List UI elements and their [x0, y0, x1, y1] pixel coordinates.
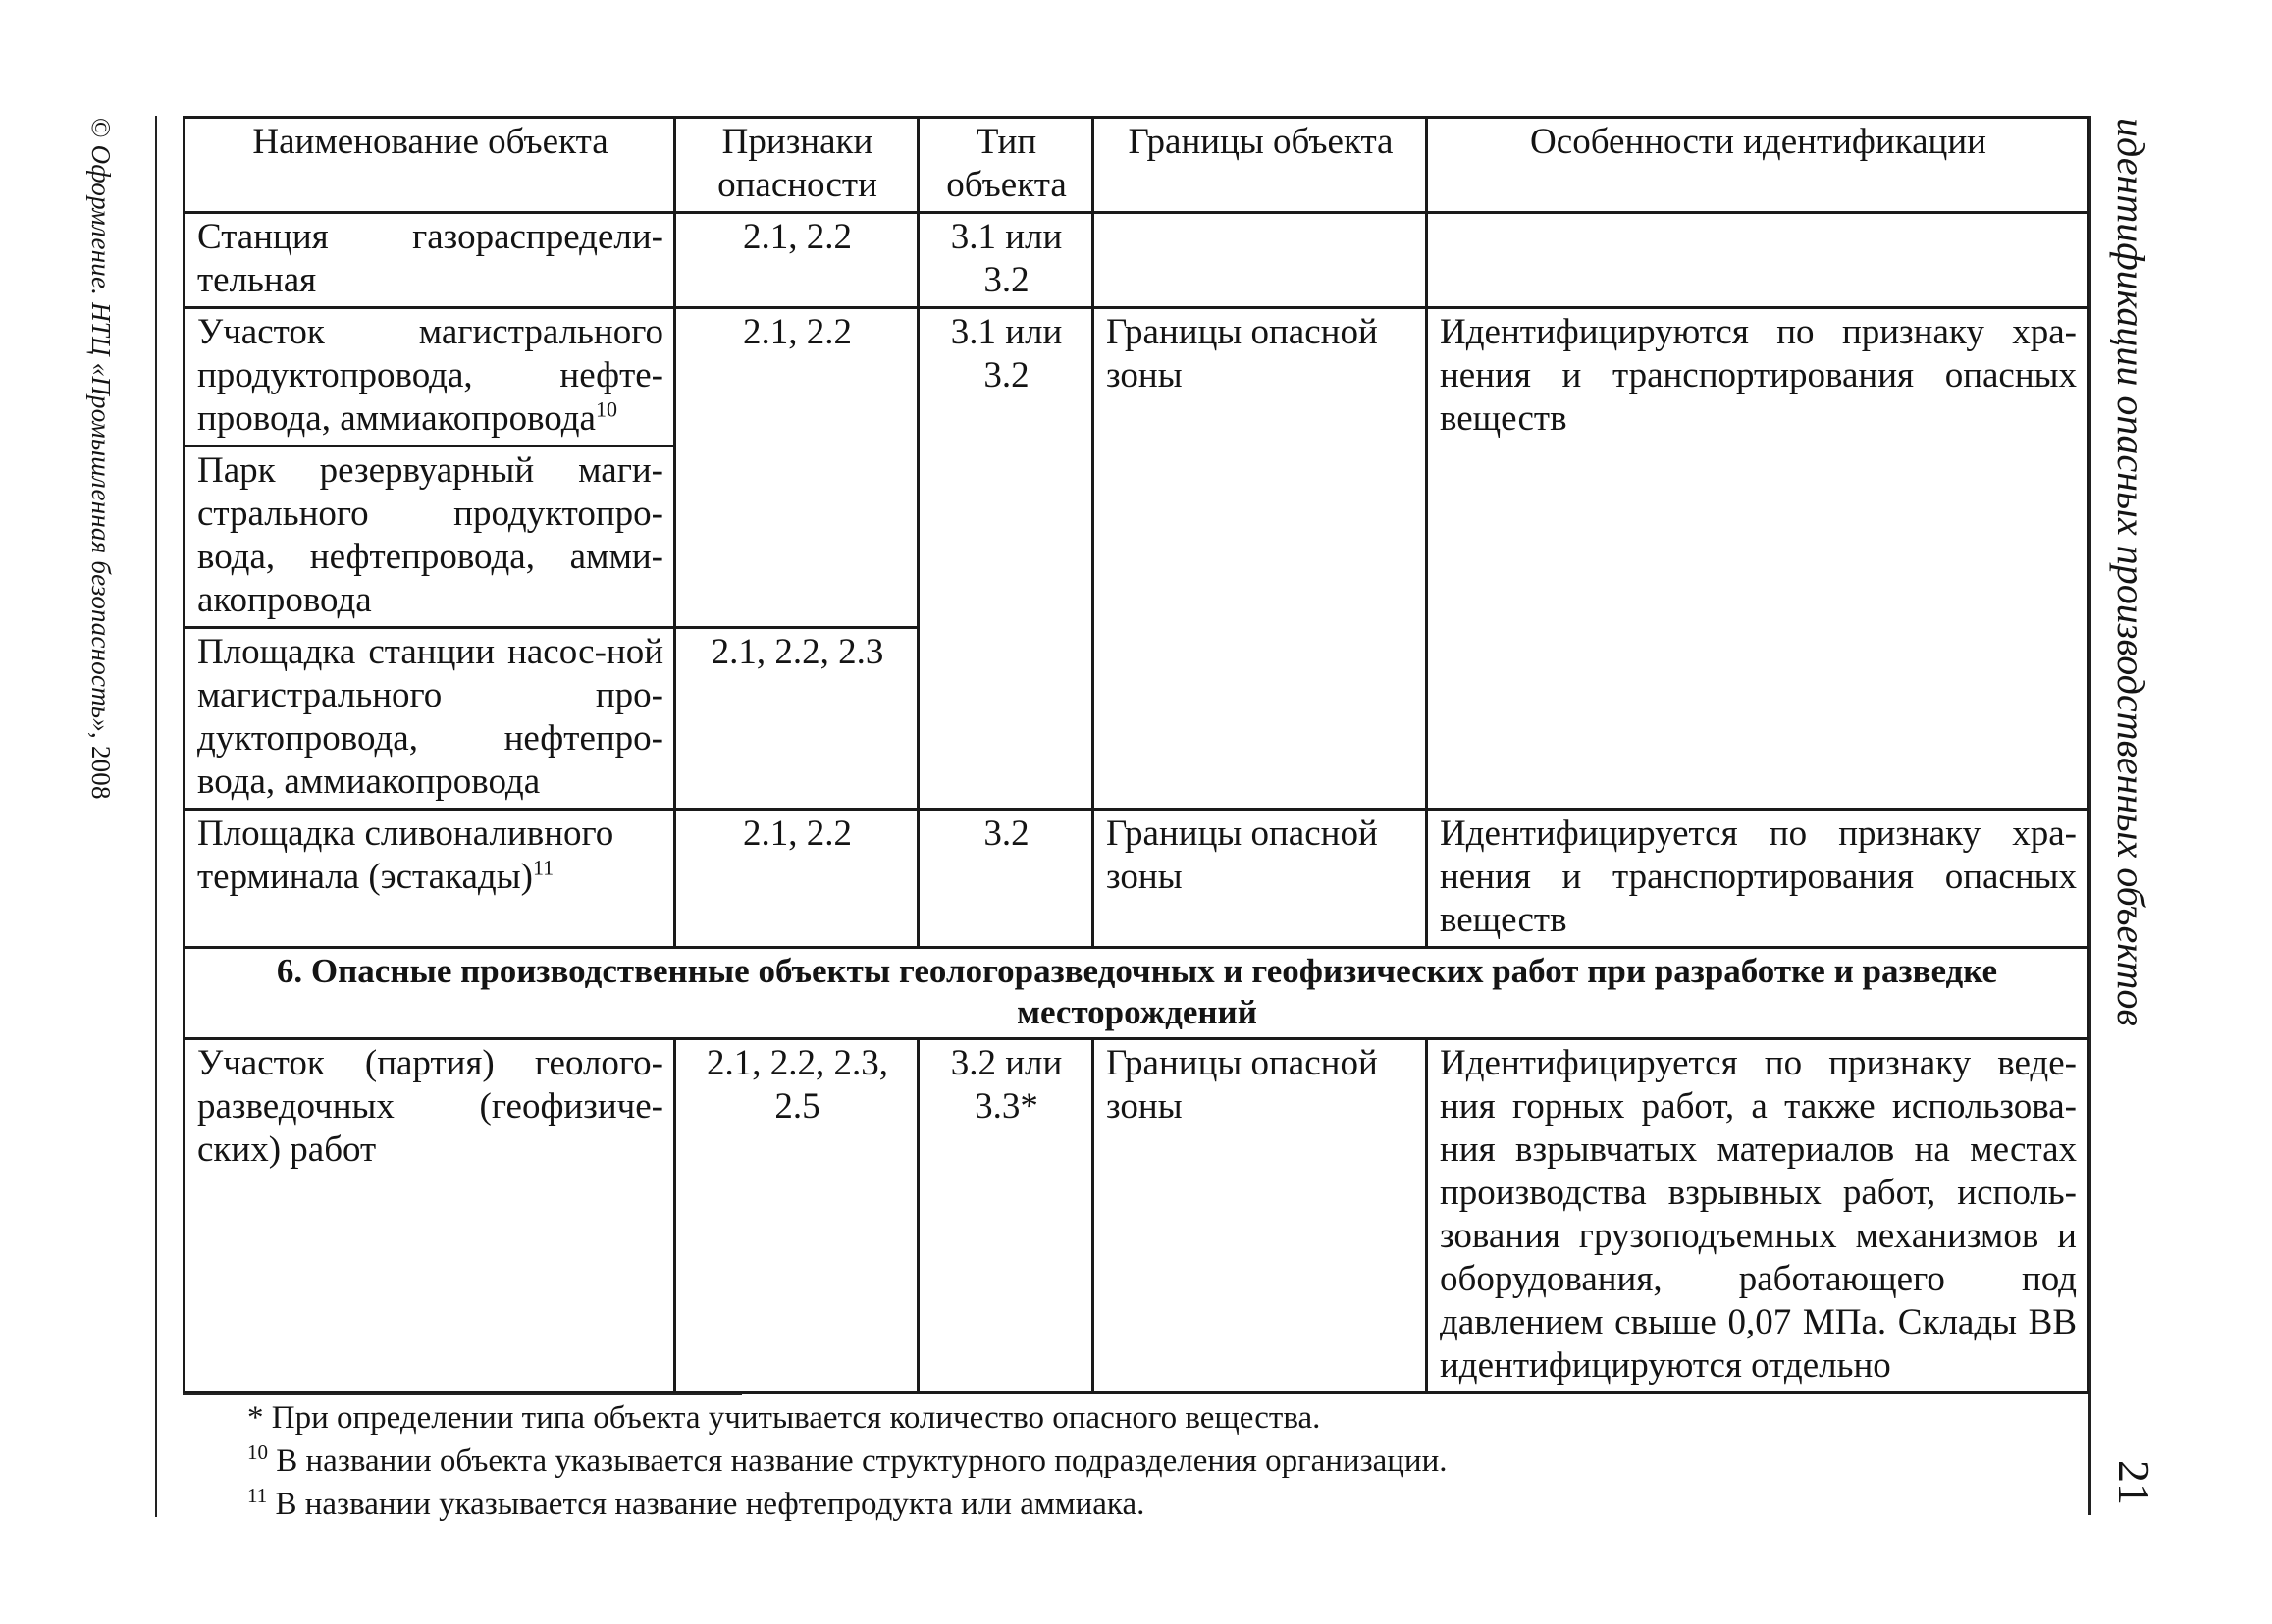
cell-boundaries [1093, 213, 1427, 308]
cell-hazard-signs: 2.1, 2.2 [675, 213, 919, 308]
object-name-text: Площадка сливоналивного терминала (эстакады) [197, 813, 614, 897]
cell-hazard-signs: 2.1, 2.2, 2.3, 2.5 [675, 1039, 919, 1393]
header-identification-features: Особенности идентификации [1427, 118, 2088, 213]
header-object-name: Наименование объекта [185, 118, 675, 213]
running-head: идентификации опасных производственных объектов [2109, 118, 2153, 1026]
footnote-mark: 11 [247, 1484, 268, 1507]
left-margin-rule [155, 116, 157, 1517]
cell-boundaries: Границы опасной зоны [1093, 308, 1427, 810]
cell-object-name: Парк резервуарный маги-стрального продуктопро-вода, нефтепровода, амми-акопровода [185, 446, 675, 628]
header-object-boundaries: Границы объекта [1093, 118, 1427, 213]
footnote-text: При определении типа объекта учитывается количество опасного вещества. [271, 1400, 1321, 1436]
table-row [185, 810, 2088, 948]
header-hazard-signs: Признаки опасности [675, 118, 919, 213]
footnote-text: В названии объекта указывается название структурного подразделения организации. [276, 1443, 1448, 1479]
footnote [247, 1483, 2014, 1526]
table-header-row [185, 118, 2088, 213]
cell-object-type: 3.2 [919, 810, 1093, 948]
footnote-ref: 11 [532, 855, 555, 880]
footnote-mark: 10 [247, 1441, 268, 1464]
footnote [247, 1396, 2014, 1440]
copyright-prefix: © [86, 118, 116, 145]
footnotes [247, 1396, 2014, 1526]
cell-features: Идентифицируются по признаку хра-нения и транспортирования опасных веществ [1427, 308, 2088, 810]
cell-object-type: 3.1 или 3.2 [919, 308, 1093, 810]
table-row [185, 213, 2088, 308]
footnote-separator [183, 1393, 742, 1395]
cell-object-name [185, 308, 675, 446]
cell-object-type: 3.2 или 3.3* [919, 1039, 1093, 1393]
copyright-year: , 2008 [86, 731, 116, 800]
cell-object-name [185, 810, 675, 948]
cell-hazard-signs: 2.1, 2.2, 2.3 [675, 628, 919, 810]
cell-hazard-signs: 2.1, 2.2 [675, 810, 919, 948]
identification-table [183, 116, 2089, 1394]
table-row [185, 308, 2088, 446]
cell-object-name: Площадка станции насос-ной магистрального про-дуктопровода, нефтепро-вода, аммиакопровода [185, 628, 675, 810]
section-heading-row [185, 948, 2088, 1039]
cell-object-type: 3.1 или 3.2 [919, 213, 1093, 308]
page-number: 21 [2109, 1460, 2159, 1505]
section-heading: 6. Опасные производственные объекты геологоразведочных и геофизических работ при разработке и разведке месторождений [185, 948, 2088, 1039]
cell-boundaries: Границы опасной зоны [1093, 1039, 1427, 1393]
footnote [247, 1440, 2014, 1483]
footnote-ref: 10 [595, 396, 617, 422]
cell-features: Идентифицируется по признаку хра-нения и транспортирования опасных веществ [1427, 810, 2088, 948]
footnote-text: В названии указывается название нефтепродукта или аммиака. [275, 1487, 1145, 1522]
copyright-publisher: Оформление. НТЦ «Промышленная безопасность» [86, 144, 116, 732]
table-row [185, 1039, 2088, 1393]
footnote-mark: * [247, 1400, 264, 1436]
object-name-text: Участок магистрального продуктопровода, нефте-провода, аммиакопровода [197, 312, 663, 439]
cell-features: Идентифицируется по признаку веде-ния горных работ, а также использова-ния взрывчатых материалов на местах производства взрывных работ, исполь-зования грузоподъемных механизмов и оборудования, работающего под давлением свыше 0,07 МПа. Склады ВВ идентифицируются отдельно [1427, 1039, 2088, 1393]
cell-object-name: Станция газораспредели-тельная [185, 213, 675, 308]
cell-hazard-signs: 2.1, 2.2 [675, 308, 919, 628]
cell-features [1427, 213, 2088, 308]
header-object-type: Тип объекта [919, 118, 1093, 213]
cell-boundaries: Границы опасной зоны [1093, 810, 1427, 948]
cell-object-name: Участок (партия) геолого-разведочных (геофизиче-ских) работ [185, 1039, 675, 1393]
copyright-imprint [85, 118, 116, 800]
